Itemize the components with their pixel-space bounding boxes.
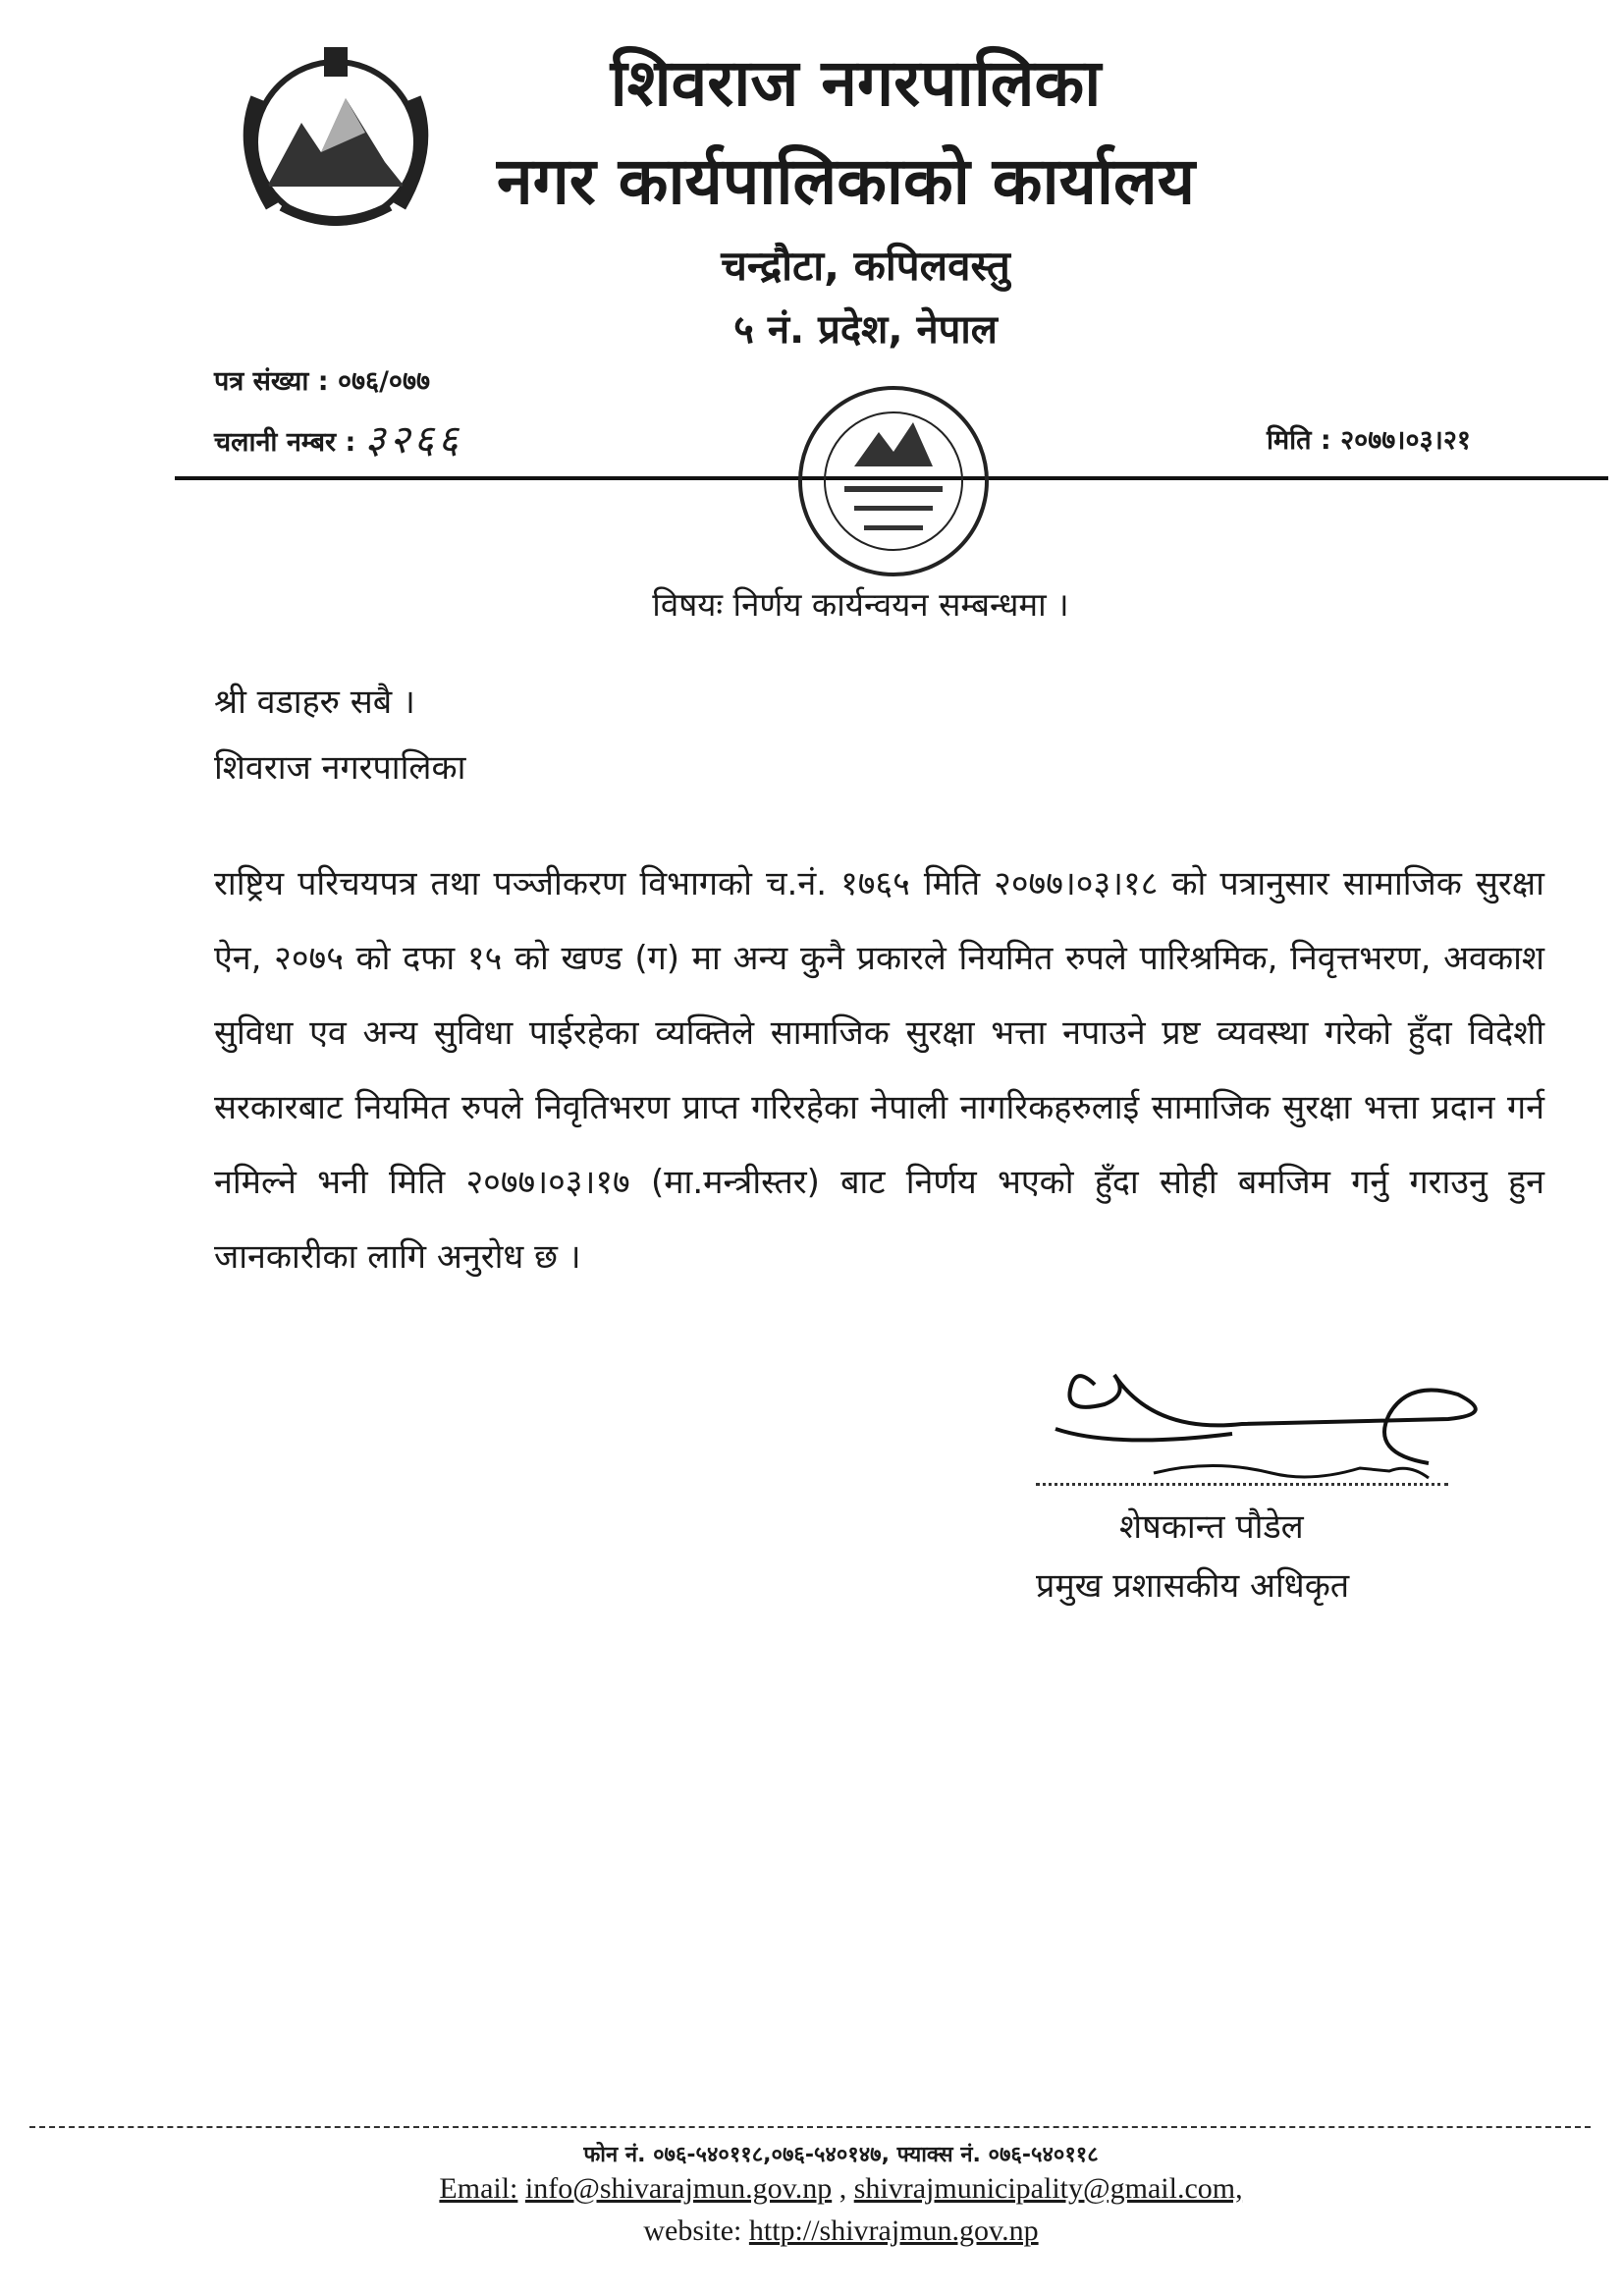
letter-date: [1267, 420, 1471, 457]
office-title: नगर कार्यपालिकाको कार्यालय: [497, 143, 1195, 219]
reference-number: [214, 361, 430, 398]
footer-divider: [29, 2126, 1591, 2128]
office-province: ५ नं. प्रदेश, नेपाल: [733, 307, 998, 353]
recipient-line-2: शिवराज नगरपालिका: [214, 748, 466, 788]
email-link-1[interactable]: info@shivarajmun.gov.np: [524, 2172, 833, 2205]
recipient-line-1: श्री वडाहरु सबै ।: [214, 683, 415, 722]
date-value: २०७७।०३।२१: [1340, 425, 1471, 456]
letter-body: राष्ट्रिय परिचयपत्र तथा पञ्जीकरण विभागको च.नं. १७६५ मिति २०७७।०३।१८ को पत्रानुसार सामाजिक सुरक्षा ऐन, २०७५ को दफा १५ को खण्ड (ग) मा अन्य कुनै प्रकारले नियमित रुपले पारिश्रमिक, निवृत्तभरण, अवकाश सुविधा एव अन्य सुविधा पाईरहेका व्यक्तिले सामाजिक सुरक्षा भत्ता नपाउने प्रष्ट व्यवस्था गरेको हुँदा विदेशी सरकारबाट नियमित रुपले निवृतिभरण प्राप्त गरिरहेका नेपाली नागरिकहरुलाई सामाजिक सुरक्षा भत्ता प्रदान गर्न नमिल्ने भनी मिति २०७७।०३।१७ (मा.मन्त्रीस्तर) बाट निर्णय भएको हुँदा सोही बमजिम गर्नु गराउनु हुन जानकारीका लागि अनुरोध छ ।: [214, 864, 1544, 1277]
office-stamp: [785, 373, 1001, 589]
reference-label: पत्र संख्या :: [214, 366, 329, 397]
office-location: चन्द्रौटा, कपिलवस्तु: [721, 242, 1010, 290]
municipality-title: शिवराज नगरपालिका: [610, 45, 1102, 121]
date-label: मिति :: [1267, 425, 1331, 456]
handwritten-signature: [1036, 1355, 1488, 1512]
signature-line: [1036, 1483, 1448, 1486]
email-label: Email:: [439, 2172, 518, 2205]
footer-website-line: [0, 2214, 1623, 2248]
dispatch-number: [214, 409, 462, 463]
footer-phone: फोन नं. ०७६-५४०११८,०७६-५४०१४७, फ्याक्स नं. ०७६-५४०११८: [583, 2143, 1099, 2167]
signatory-title: प्रमुख प्रशासकीय अधिकृत: [1036, 1566, 1350, 1606]
website-label: website:: [643, 2214, 742, 2247]
email-link-2[interactable]: shivrajmunicipality@gmail.com,: [853, 2172, 1243, 2205]
footer-email-line: [0, 2172, 1623, 2206]
signatory-name: शेषकान्त पौडेल: [1119, 1507, 1304, 1547]
dispatch-value: ३२६६: [364, 417, 462, 463]
letter-subject: विषयः निर्णय कार्यन्वयन सम्बन्धमा ।: [652, 585, 1069, 624]
website-link[interactable]: http://shivrajmun.gov.np: [748, 2214, 1039, 2247]
dispatch-label: चलानी नम्बर :: [214, 427, 356, 458]
reference-value: ०७६/०७७: [337, 366, 431, 397]
email-separator: ,: [839, 2172, 847, 2205]
